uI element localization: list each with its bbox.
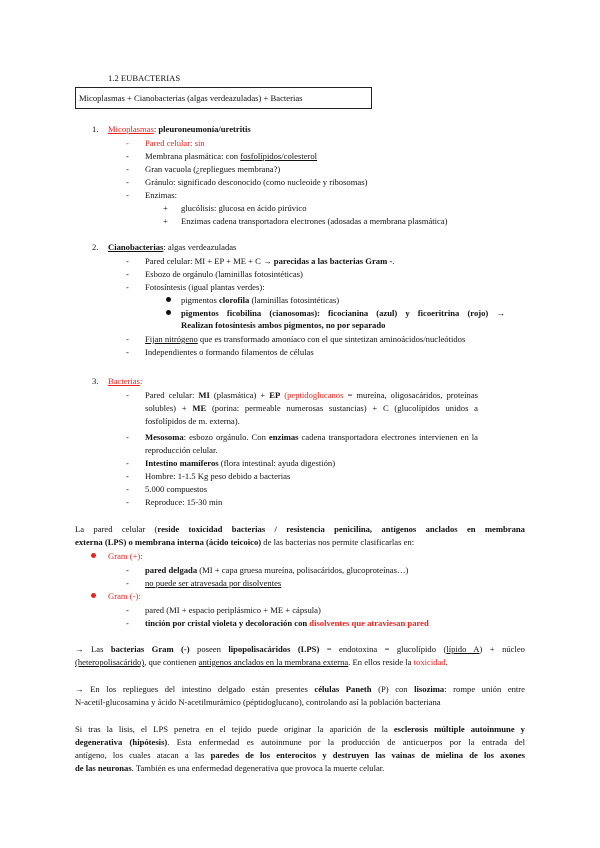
t: antígenos anclados en la membrana externa: [198, 657, 349, 667]
item1-desc: pleuroneumonía/uretritis: [158, 124, 251, 134]
plus-marker: +: [163, 216, 168, 226]
dash-marker: -: [126, 458, 129, 468]
t: toxicidad: [413, 657, 446, 667]
dash-marker: -: [126, 256, 129, 266]
item1-bullet-4: Gránulo: significado desconocido (como nucleoide y ribosomas): [145, 177, 368, 187]
item3-bullet-4: Hombre: 1-1.5 Kg peso debido a bacterias: [145, 471, 291, 481]
t: solubles) +: [145, 403, 193, 413]
t: Pared celular:: [145, 390, 199, 400]
item3-bullet-3: [145, 458, 335, 469]
item2-sub-2-line1: pigmentos ficobilina (cianosomas): ficocianina (azul) y ficoeritrina (rojo) →: [181, 308, 505, 318]
item2-bullet-3: Fotosíntesis (igual plantas verdes):: [145, 282, 265, 292]
t: antígeno, los cuales atacan a las: [75, 750, 211, 760]
t: → Las: [75, 644, 111, 654]
dash-marker: -: [126, 347, 129, 357]
t: .: [445, 657, 448, 667]
t: degenerativa (hipótesis): [75, 737, 168, 747]
t: (heteropolisacárido): [75, 657, 145, 667]
bullet-dot: [91, 593, 96, 598]
t: cadena transportadora electrones intervienen en la: [298, 432, 478, 442]
t: (plasmática) +: [209, 390, 270, 400]
lysis-paragraph-line3: [75, 750, 525, 761]
t: reside toxicidad bacterias / resistencia penicilina, antígenos anclados en membrana: [157, 524, 525, 534]
t: MI: [198, 390, 210, 400]
item1-bullet-2: [145, 151, 317, 162]
t: esclerosis múltiple autoinmune y: [393, 724, 525, 734]
item1-bullet-3: Gran vacuola (¿repliegues membrana?): [145, 164, 281, 174]
wall-paragraph-line1: [75, 524, 525, 535]
item2-bullet-1-end: .: [392, 256, 395, 266]
t: EP: [269, 390, 281, 400]
item3-bullet-5: 5.000 compuestos: [145, 484, 208, 494]
bullet-dot: [166, 297, 171, 302]
list-item-2: [92, 242, 98, 253]
item3-bullet-2-line1: [145, 432, 478, 443]
item1-colon: :: [153, 124, 157, 134]
item2-desc: : algas verdeazuladas: [163, 242, 237, 252]
item2-bullet-4-underlined: Fijan nitrógeno: [145, 334, 198, 344]
item3-number: 3.: [92, 376, 99, 386]
dash-marker: -: [126, 484, 129, 494]
item2-bullet-1: [145, 256, 394, 267]
t: pared delgada: [145, 565, 198, 575]
item1-sub-2: Enzimas cadena transportadora electrones (adosadas a membrana plasmática): [181, 216, 448, 226]
t: Intestino mamíferos: [145, 458, 219, 468]
gram-negative-bullet-1: pared (MI + espacio periplásmico + ME + cápsula): [145, 605, 321, 615]
item1-bullet-5: Enzimas:: [145, 190, 177, 200]
item2-number: 2.: [92, 242, 99, 252]
item3-name: Bacterias: [108, 376, 140, 386]
list-item-1: [92, 124, 98, 135]
t: : esbozo orgánulo. Con: [183, 432, 269, 442]
t: bacterias Gram (-): [110, 644, 190, 654]
item3-bullet-1-line2: [145, 403, 478, 414]
dash-marker: -: [126, 138, 129, 148]
t: : rompe unión entre: [444, 684, 525, 694]
item2-bullet-2: Esbozo de orgánulo (laminillas fotosintéticas): [145, 269, 303, 279]
t: , que contienen: [144, 657, 199, 667]
item2-bullet-1-text: Pared celular: MI + EP + ME + C →: [145, 256, 274, 266]
t: . Esta enfermedad es autoinmune por la producción de anticuerpos por la entrada del: [167, 737, 525, 747]
section-title: 1.2 EUBACTERIAS: [108, 73, 181, 83]
dash-marker: -: [126, 565, 129, 575]
item1-number: 1.: [92, 124, 99, 134]
dash-marker: -: [126, 269, 129, 279]
gram-negative-bullet-2: [145, 618, 429, 629]
gram-positive-bullet-2: no puede ser atravesada por disolventes: [145, 578, 282, 588]
dash-marker: -: [126, 190, 129, 200]
bullet-dot: [91, 553, 96, 558]
item2-bullet-1-bold: parecidas a las bacterias Gram -: [273, 256, 393, 266]
paneth-paragraph-line1: [75, 684, 525, 695]
item3-bullet-2-line2: reproducción celular.: [145, 445, 218, 455]
t: = endotoxina = glucolípido (: [319, 644, 447, 654]
lysis-paragraph-line1: [75, 724, 525, 735]
t: = mureína, oligosacáridos, proteínas: [343, 390, 478, 400]
t: . En ellos reside la: [348, 657, 414, 667]
t: . También es una enfermedad degenerativa que provoca la muerte celular.: [131, 763, 385, 773]
item1-name: Micoplasmas: [108, 124, 154, 134]
item1-heading: [108, 124, 251, 135]
summary-box-text: Micoplasmas + Cianobacterias (algas verdeazuladas) + Bacterias: [79, 93, 303, 103]
t: (P) con: [371, 684, 415, 694]
dash-marker: -: [126, 578, 129, 588]
dash-marker: -: [126, 605, 129, 615]
t: La pared celular (: [75, 524, 158, 534]
plus-marker: +: [163, 203, 168, 213]
t: externa (LPS) o membrana interna (ácido teicoico): [75, 537, 262, 547]
item3-heading: [108, 376, 142, 387]
dash-marker: -: [126, 390, 129, 400]
t: Mesosoma: [145, 432, 184, 442]
t: ) + núcleo: [479, 644, 525, 654]
t: de las bacterias nos permite clasificarlas en:: [261, 537, 415, 547]
item2-bullet-5: Independientes o formando filamentos de células: [145, 347, 314, 357]
dash-marker: -: [126, 334, 129, 344]
item1-bullet-2-text: Membrana plasmática: con: [145, 151, 241, 161]
item3-bullet-6: Reproduce: 15-30 min: [145, 497, 223, 507]
lps-paragraph-line1: [75, 644, 525, 655]
gram-positive-bullet-1: [145, 565, 408, 576]
item2-heading: [108, 242, 236, 253]
dash-marker: -: [126, 497, 129, 507]
t: (peptidoglucanos: [284, 390, 344, 400]
t: ME: [192, 403, 207, 413]
t: de las neuronas: [75, 763, 132, 773]
t: Si tras la lisis, el LPS penetra en el tejido puede originar la aparición de la: [75, 724, 394, 734]
summary-box: [75, 87, 372, 109]
wall-paragraph-line2: [75, 537, 414, 548]
t: (flora intestinal: ayuda digestión): [218, 458, 336, 468]
dash-marker: -: [126, 282, 129, 292]
item1-bullet-2-underlined: fosfolípidos/colesterol: [240, 151, 318, 161]
item1-sub-1: glucólisis: glucosa en ácido pirúvico: [181, 203, 307, 213]
bullet-dot: [166, 310, 171, 315]
t: células Paneth: [314, 684, 372, 694]
t: lipopolisacáridos (LPS): [228, 644, 320, 654]
item2-sub-1-bold: clorofila: [218, 295, 250, 305]
dash-marker: -: [126, 618, 129, 628]
dash-marker: -: [126, 164, 129, 174]
t: tinción por cristal violeta y decoloración con: [145, 618, 310, 628]
t: disolventes que atraviesan pared: [309, 618, 429, 628]
t: lípido A: [446, 644, 480, 654]
item3-bullet-1-line1: [145, 390, 478, 401]
t: → En los repliegues del intestino delgado están presentes: [75, 684, 315, 694]
dash-marker: -: [126, 151, 129, 161]
item2-sub-2-line2: Realizan fotosíntesis ambos pigmentos, no por separado: [181, 320, 386, 330]
item2-bullet-4-text: que es transformado amoníaco con el que sintetizan aminoácidos/nucleótidos: [197, 334, 466, 344]
gram-negative-label: Gram (-):: [108, 591, 141, 601]
t: paredes de los enterocitos y destruyen las vainas de mielina de los axones: [210, 750, 525, 760]
t: enzimas: [268, 432, 299, 442]
item2-sub-1: [181, 295, 339, 306]
t: lisozima: [414, 684, 445, 694]
lysis-paragraph-line2: [75, 737, 525, 748]
item1-bullet-1: Pared celular: sin: [145, 138, 205, 148]
t: (MI + capa gruesa mureína, polisacáridos, glucoproteínas…): [197, 565, 409, 575]
gram-positive-label: Gram (+):: [108, 551, 143, 561]
lps-paragraph-line2: [75, 657, 448, 668]
item2-name: Cianobacterias: [108, 242, 164, 252]
t: poseen: [189, 644, 229, 654]
item2-sub-1-end: (laminillas fotosintéticas): [249, 295, 340, 305]
list-item-3: [92, 376, 98, 387]
item2-bullet-4: [145, 334, 465, 345]
item3-colon: :: [139, 376, 143, 386]
dash-marker: -: [126, 177, 129, 187]
dash-marker: -: [126, 471, 129, 481]
item3-bullet-1-line3: fosfolípidos de m. externa).: [145, 416, 240, 426]
t: (porina: permeable numerosas sustancias) + C (glucolípidos unidos a: [206, 403, 478, 413]
paneth-paragraph-line2: N-acetil-glucosamina y ácido N-acetilmurámico (péptidoglucano), controlando así la población bacteriana: [75, 697, 441, 707]
item2-sub-1-text: pigmentos: [181, 295, 219, 305]
dash-marker: -: [126, 432, 129, 442]
lysis-paragraph-line4: [75, 763, 384, 774]
